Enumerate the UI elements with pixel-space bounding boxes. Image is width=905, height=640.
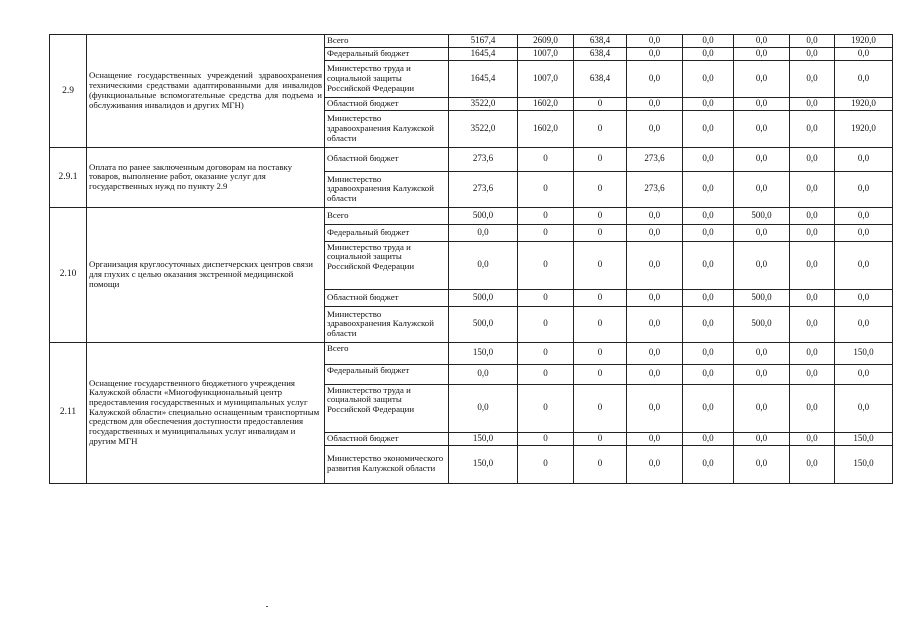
value-cell: 0,0 (734, 97, 790, 110)
value-cell: 0,0 (683, 47, 734, 60)
value-cell: 0,0 (683, 97, 734, 110)
value-cell: 0,0 (835, 47, 893, 60)
value-cell: 0 (518, 432, 574, 445)
funding-source: Всего (325, 207, 449, 224)
value-cell: 0 (518, 445, 574, 483)
value-cell: 0,0 (683, 445, 734, 483)
value-cell: 0 (574, 207, 627, 224)
value-cell: 1602,0 (518, 110, 574, 147)
value-cell: 0,0 (835, 364, 893, 384)
value-cell: 0,0 (683, 289, 734, 306)
value-cell: 0,0 (835, 306, 893, 342)
value-cell: 0,0 (734, 171, 790, 207)
value-cell: 0,0 (790, 47, 835, 60)
value-cell: 0,0 (790, 97, 835, 110)
value-cell: 0,0 (683, 342, 734, 364)
value-cell: 0,0 (627, 60, 683, 97)
value-cell: 0,0 (627, 47, 683, 60)
value-cell: 0,0 (627, 306, 683, 342)
value-cell: 0,0 (734, 364, 790, 384)
value-cell: 0 (574, 110, 627, 147)
value-cell: 0 (574, 224, 627, 241)
value-cell: 1645,4 (449, 47, 518, 60)
value-cell: 0,0 (835, 289, 893, 306)
value-cell: 0,0 (627, 97, 683, 110)
funding-source: Федеральный бюджет (325, 224, 449, 241)
value-cell: 0,0 (835, 207, 893, 224)
value-cell: 0,0 (734, 47, 790, 60)
value-cell: 0,0 (627, 224, 683, 241)
value-cell: 150,0 (835, 342, 893, 364)
value-cell: 0 (518, 171, 574, 207)
value-cell: 638,4 (574, 47, 627, 60)
funding-source: Министерство труда и социальной защиты Российской Федерации (325, 241, 449, 289)
value-cell: 0,0 (734, 384, 790, 432)
value-cell: 0 (574, 445, 627, 483)
section-description: Оплата по ранее заключенным договорам на поставку товаров, выполнение работ, оказание услуг для государственных нужд по пункту 2.9 (87, 147, 325, 207)
scan-speck (266, 606, 268, 607)
table-row (50, 342, 893, 364)
value-cell: 0 (574, 384, 627, 432)
value-cell: 0,0 (683, 241, 734, 289)
value-cell: 150,0 (449, 445, 518, 483)
value-cell: 150,0 (449, 342, 518, 364)
value-cell: 0,0 (734, 147, 790, 171)
value-cell: 0 (574, 147, 627, 171)
value-cell: 638,4 (574, 35, 627, 48)
value-cell: 0,0 (790, 224, 835, 241)
value-cell: 150,0 (835, 432, 893, 445)
value-cell: 0,0 (790, 207, 835, 224)
value-cell: 0,0 (790, 171, 835, 207)
value-cell: 0,0 (449, 364, 518, 384)
value-cell: 0,0 (683, 207, 734, 224)
value-cell: 0 (518, 207, 574, 224)
funding-source: Федеральный бюджет (325, 364, 449, 384)
value-cell: 0,0 (790, 306, 835, 342)
value-cell: 0 (574, 289, 627, 306)
value-cell: 638,4 (574, 60, 627, 97)
value-cell: 1602,0 (518, 97, 574, 110)
value-cell: 5167,4 (449, 35, 518, 48)
value-cell: 0,0 (627, 35, 683, 48)
value-cell: 1920,0 (835, 97, 893, 110)
funding-source: Областной бюджет (325, 97, 449, 110)
value-cell: 0,0 (627, 207, 683, 224)
value-cell: 3522,0 (449, 110, 518, 147)
value-cell: 0,0 (683, 364, 734, 384)
value-cell: 0,0 (790, 35, 835, 48)
value-cell: 0 (518, 384, 574, 432)
funding-source: Министерство экономического развития Калужской области (325, 445, 449, 483)
value-cell: 0 (574, 342, 627, 364)
value-cell: 0,0 (683, 171, 734, 207)
value-cell: 0 (518, 147, 574, 171)
value-cell: 0,0 (790, 289, 835, 306)
value-cell: 0,0 (683, 147, 734, 171)
section-description: Организация круглосуточных диспетчерских центров связи для глухих с целью оказания экстренной медицинской помощи (87, 207, 325, 342)
value-cell: 150,0 (449, 432, 518, 445)
value-cell: 0 (518, 342, 574, 364)
value-cell: 0 (574, 306, 627, 342)
value-cell: 0,0 (627, 110, 683, 147)
value-cell: 1920,0 (835, 110, 893, 147)
value-cell: 0,0 (627, 384, 683, 432)
section-number: 2.11 (50, 342, 87, 483)
value-cell: 0,0 (835, 241, 893, 289)
value-cell: 0,0 (683, 60, 734, 97)
funding-source: Министерство здравоохранения Калужской области (325, 110, 449, 147)
value-cell: 0,0 (734, 224, 790, 241)
funding-source: Всего (325, 35, 449, 48)
value-cell: 0 (518, 289, 574, 306)
value-cell: 0,0 (683, 432, 734, 445)
funding-source: Областной бюджет (325, 289, 449, 306)
value-cell: 0 (574, 432, 627, 445)
section-number: 2.9 (50, 35, 87, 148)
value-cell: 0,0 (449, 224, 518, 241)
value-cell: 0,0 (627, 432, 683, 445)
value-cell: 0,0 (734, 432, 790, 445)
value-cell: 0,0 (683, 306, 734, 342)
value-cell: 0,0 (790, 445, 835, 483)
value-cell: 500,0 (449, 207, 518, 224)
value-cell: 273,6 (449, 147, 518, 171)
value-cell: 0 (518, 241, 574, 289)
value-cell: 3522,0 (449, 97, 518, 110)
section-description: Оснащение государственных учреждений здравоохранения техническими средствами адаптированными для инвалидов (функциональные вспомогательные средства для подъема и обслуживания инвалидов и других МГН) (87, 35, 325, 148)
value-cell: 1920,0 (835, 35, 893, 48)
value-cell: 0,0 (449, 384, 518, 432)
table-row (50, 147, 893, 171)
value-cell: 0,0 (683, 110, 734, 147)
value-cell: 273,6 (627, 147, 683, 171)
value-cell: 0,0 (790, 110, 835, 147)
value-cell: 0,0 (790, 147, 835, 171)
funding-source: Областной бюджет (325, 147, 449, 171)
value-cell: 500,0 (734, 306, 790, 342)
value-cell: 0,0 (627, 289, 683, 306)
value-cell: 500,0 (734, 289, 790, 306)
section-number: 2.10 (50, 207, 87, 342)
value-cell: 0,0 (734, 35, 790, 48)
funding-source: Федеральный бюджет (325, 47, 449, 60)
value-cell: 500,0 (449, 289, 518, 306)
funding-source: Министерство здравоохранения Калужской области (325, 306, 449, 342)
value-cell: 0 (518, 306, 574, 342)
funding-source: Министерство здравоохранения Калужской области (325, 171, 449, 207)
value-cell: 0 (518, 364, 574, 384)
value-cell: 0 (574, 241, 627, 289)
value-cell: 0,0 (835, 60, 893, 97)
value-cell: 0,0 (627, 445, 683, 483)
value-cell: 0 (518, 224, 574, 241)
value-cell: 150,0 (835, 445, 893, 483)
value-cell: 500,0 (449, 306, 518, 342)
funding-source: Всего (325, 342, 449, 364)
value-cell: 0,0 (790, 60, 835, 97)
table-row (50, 207, 893, 224)
value-cell: 0,0 (449, 241, 518, 289)
value-cell: 0,0 (627, 364, 683, 384)
value-cell: 0 (574, 171, 627, 207)
value-cell: 0,0 (790, 342, 835, 364)
value-cell: 500,0 (734, 207, 790, 224)
table-row (50, 35, 893, 48)
value-cell: 0,0 (734, 110, 790, 147)
funding-source: Областной бюджет (325, 432, 449, 445)
value-cell: 273,6 (449, 171, 518, 207)
value-cell: 0,0 (683, 35, 734, 48)
value-cell: 0,0 (835, 384, 893, 432)
value-cell: 0 (574, 97, 627, 110)
value-cell: 0,0 (835, 224, 893, 241)
value-cell: 0,0 (734, 241, 790, 289)
funding-source: Министерство труда и социальной защиты Российской Федерации (325, 60, 449, 97)
value-cell: 0,0 (790, 241, 835, 289)
value-cell: 0,0 (627, 342, 683, 364)
budget-table (49, 34, 893, 484)
value-cell: 0,0 (734, 342, 790, 364)
value-cell: 0,0 (734, 445, 790, 483)
funding-source: Министерство труда и социальной защиты Российской Федерации (325, 384, 449, 432)
value-cell: 0,0 (835, 171, 893, 207)
value-cell: 0,0 (790, 384, 835, 432)
value-cell: 0,0 (683, 224, 734, 241)
value-cell: 0 (574, 364, 627, 384)
value-cell: 2609,0 (518, 35, 574, 48)
value-cell: 0,0 (683, 384, 734, 432)
value-cell: 0,0 (790, 364, 835, 384)
value-cell: 0,0 (734, 60, 790, 97)
section-description: Оснащение государственного бюджетного учреждения Калужской области «Многофункциональный центр предоставления государственных и муниципальных услуг Калужской области» специально оснащенным транспортным средством для обеспечения доступности предоставления государственных и муниципальных услуг инвалидам и другим МГН (87, 342, 325, 483)
value-cell: 0,0 (835, 147, 893, 171)
value-cell: 273,6 (627, 171, 683, 207)
value-cell: 1007,0 (518, 60, 574, 97)
section-number: 2.9.1 (50, 147, 87, 207)
value-cell: 0,0 (627, 241, 683, 289)
value-cell: 1645,4 (449, 60, 518, 97)
value-cell: 1007,0 (518, 47, 574, 60)
value-cell: 0,0 (790, 432, 835, 445)
